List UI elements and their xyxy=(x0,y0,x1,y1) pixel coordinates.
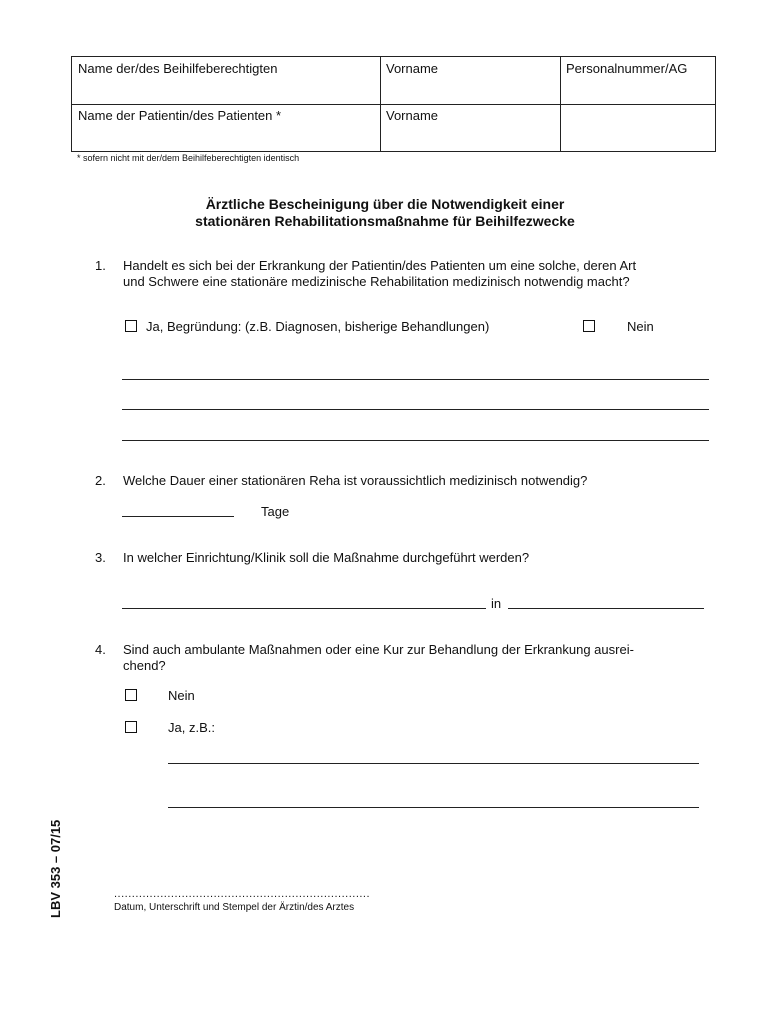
q1-reason-line-3[interactable] xyxy=(122,440,709,441)
personnel-number-field[interactable] xyxy=(566,61,687,76)
q3-location-input-line[interactable] xyxy=(508,608,704,609)
q4-example-line-1[interactable] xyxy=(168,763,699,764)
header-table xyxy=(71,56,716,152)
q4-no-label: Nein xyxy=(168,688,195,703)
q4-yes-label: Ja, z.B.: xyxy=(168,720,215,735)
beneficiary-name-label: Name der/des Beihilfeberechtigten xyxy=(78,61,278,76)
form-title-line1: Ärztliche Bescheinigung über die Notwendigkeit einer xyxy=(205,196,565,212)
signature-line[interactable]: ........................................................................ xyxy=(114,888,371,900)
form-title-line2: stationären Rehabilitationsmaßnahme für Beihilfezwecke xyxy=(195,213,575,229)
q1-no-label: Nein xyxy=(627,319,654,334)
form-code: LBV 353 – 07/15 xyxy=(48,819,63,918)
question-1-text-line2: und Schwere eine stationäre medizinische Rehabilitation medizinisch notwendig macht? xyxy=(123,274,630,289)
q4-yes-checkbox[interactable] xyxy=(125,721,137,733)
beneficiary-firstname-field[interactable] xyxy=(386,61,438,76)
question-1-text-line1: Handelt es sich bei der Erkrankung der Patientin/des Patienten um eine solche, deren Art xyxy=(123,258,637,273)
patient-name-label: Name der Patientin/des Patienten * xyxy=(78,108,282,123)
question-2-text: Welche Dauer einer stationären Reha ist voraussichtlich medizinisch notwendig? xyxy=(123,473,588,488)
question-1-number: 1. xyxy=(95,258,106,273)
q1-reason-line-2[interactable] xyxy=(122,409,709,410)
q1-yes-label: Ja, Begründung: (z.B. Diagnosen, bisherige Behandlungen) xyxy=(146,319,490,334)
patient-firstname-field[interactable] xyxy=(386,108,438,123)
question-2-number: 2. xyxy=(95,473,106,488)
question-3-text: In welcher Einrichtung/Klinik soll die Maßnahme durchgeführt werden? xyxy=(123,550,530,565)
personnel-number-label: Personalnummer/AG xyxy=(566,61,688,76)
q1-no-checkbox[interactable] xyxy=(583,320,595,332)
q4-no-checkbox[interactable] xyxy=(125,689,137,701)
q3-in-label: in xyxy=(491,596,502,611)
signature-label: Datum, Unterschrift und Stempel der Ärztin/des Arztes xyxy=(114,902,355,913)
question-3-number: 3. xyxy=(95,550,106,565)
q2-days-input-line[interactable] xyxy=(122,516,234,517)
patient-name-field[interactable] xyxy=(78,108,281,123)
question-4-number: 4. xyxy=(95,642,106,657)
footnote: * sofern nicht mit der/dem Beihilfeberechtigten identisch xyxy=(77,153,300,163)
question-4-text-line1: Sind auch ambulante Maßnahmen oder eine Kur zur Behandlung der Erkrankung ausrei- xyxy=(123,642,634,657)
patient-firstname-label: Vorname xyxy=(386,108,439,123)
table-divider xyxy=(72,104,715,105)
q1-yes-checkbox[interactable] xyxy=(125,320,137,332)
q2-unit-label: Tage xyxy=(261,504,290,519)
q4-example-line-2[interactable] xyxy=(168,807,699,808)
beneficiary-name-field[interactable] xyxy=(78,61,277,76)
beneficiary-firstname-label: Vorname xyxy=(386,61,439,76)
q3-clinic-input-line[interactable] xyxy=(122,608,486,609)
q1-reason-line-1[interactable] xyxy=(122,379,709,380)
question-4-text-line2: chend? xyxy=(123,658,166,673)
